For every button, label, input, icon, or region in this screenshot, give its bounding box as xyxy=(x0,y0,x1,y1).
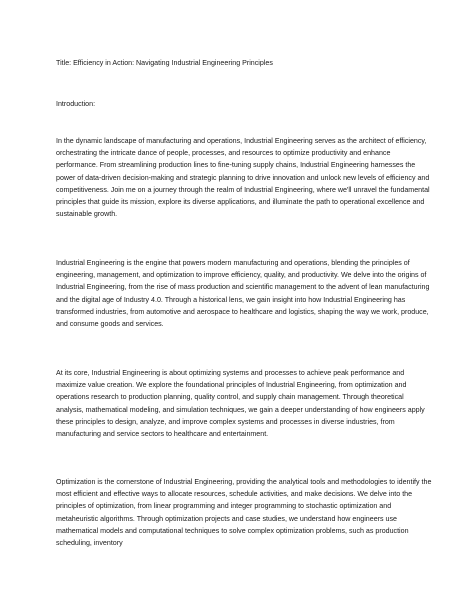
paragraph-2: Industrial Engineering is the engine that powers modern manufacturing and operations, blending the principles of engineering, management, and optimization to improve efficiency, quality, and productivity. We delve into the origins of Industrial Engineering, from the rise of mass production and scientific management to the advent of lean manufacturing and the digital age of Industry 4.0. Through a historical lens, we gain insight into how Industrial Engineering has transformed industries, from automotive and aerospace to healthcare and logistics, shaping the way we work, produce, and consume goods and services. xyxy=(56,259,430,329)
paragraph-3: At its core, Industrial Engineering is about optimizing systems and processes to achieve peak performance and maximize value creation. We explore the foundational principles of Industrial Engineering, from optimization and operations research to production planning, quality control, and supply chain management. Through theoretical analysis, mathematical modeling, and simulation techniques, we gain a deeper understanding of how engineers apply these principles to design, analyze, and improve complex systems and processes in diverse industries, from manufacturing and service sectors to healthcare and entertainment. xyxy=(56,369,425,439)
document-title: Title: Efficiency in Action: Navigating Industrial Engineering Principles xyxy=(56,59,273,67)
paragraph-1: In the dynamic landscape of manufacturing and operations, Industrial Engineering serves as the architect of efficiency, orchestrating the intricate dance of people, processes, and resources to optimize productivity and enhance performance. From streamlining production lines to fine-tuning supply chains, Industrial Engineering harnesses the power of data-driven decision-making and strategic planning to drive innovation and unlock new levels of efficiency and competitiveness. Join me on a journey through the realm of Industrial Engineering, where we'll unravel the fundamental principles that guide its mission, explore its diverse applications, and illuminate the path to operational excellence and sustainable growth. xyxy=(56,137,430,219)
paragraph-4: Optimization is the cornerstone of Industrial Engineering, providing the analytical tools and methodologies to identify the most efficient and effective ways to allocate resources, schedule activities, and make decisions. We delve into the principles of optimization, from linear programming and integer programming to stochastic optimization and metaheuristic algorithms. Through optimization projects and case studies, we understand how engineers use mathematical models and computational techniques to solve complex optimization problems, such as production scheduling, inventory xyxy=(56,478,432,548)
introduction-heading: Introduction: xyxy=(56,100,96,108)
